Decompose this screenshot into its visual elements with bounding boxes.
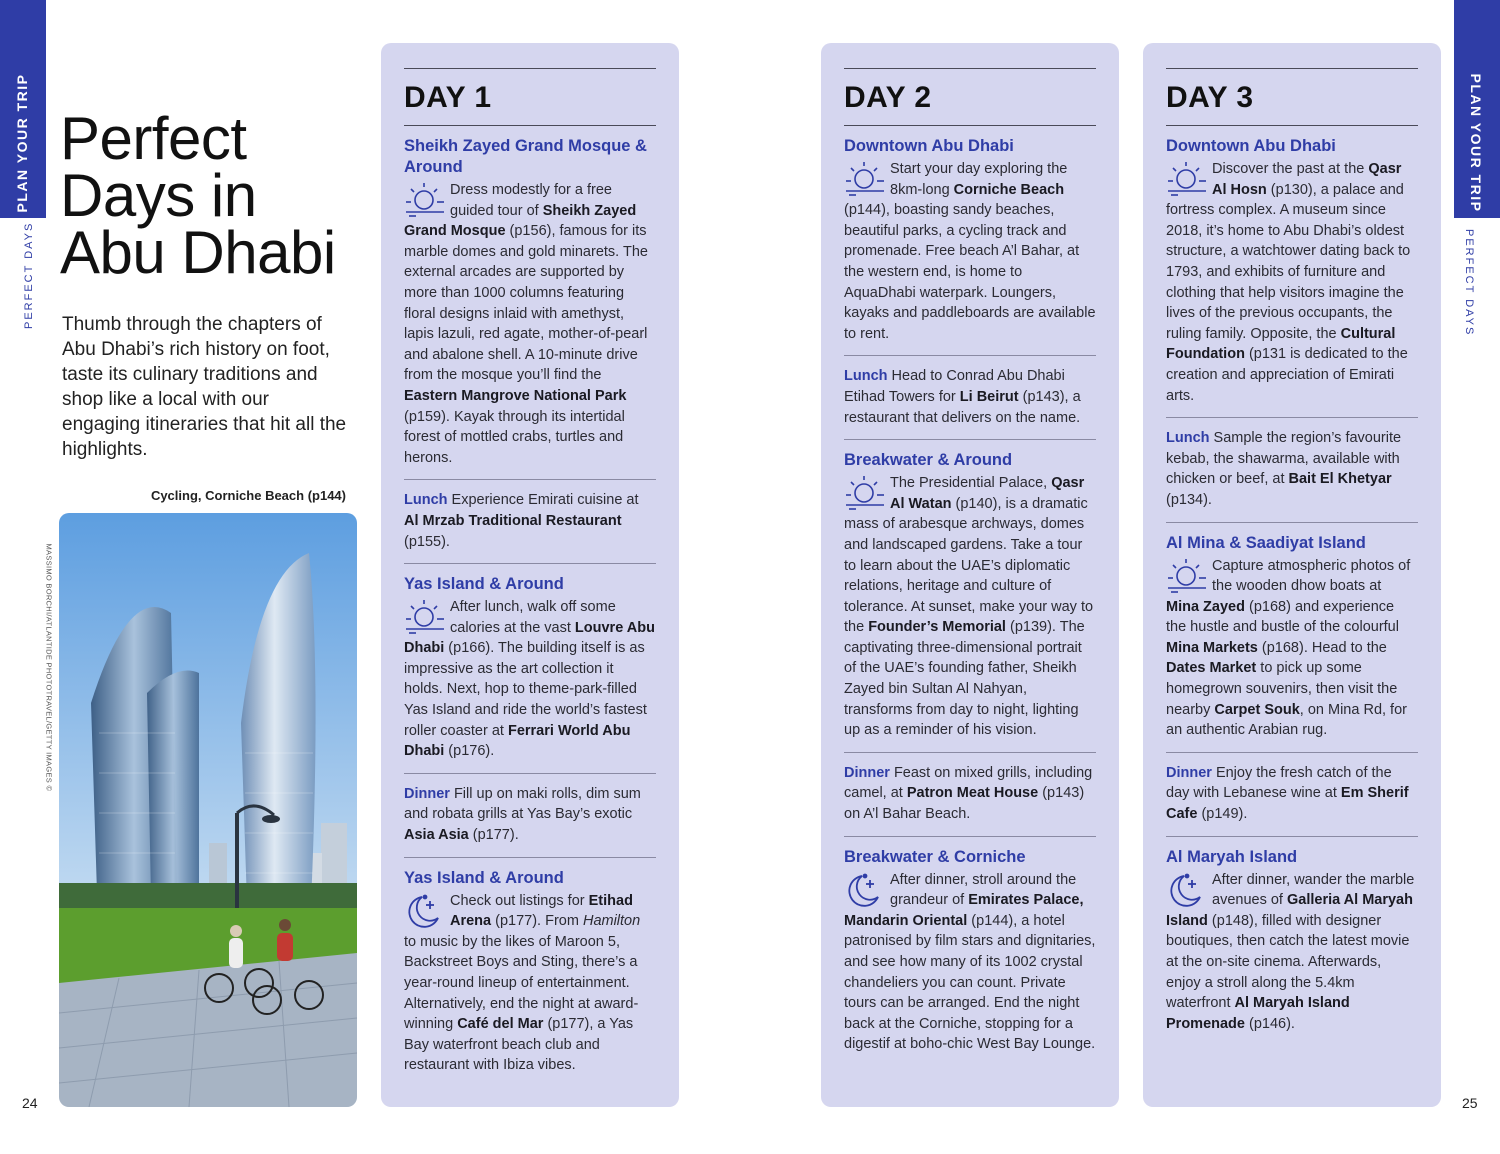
section-body: [844, 159, 1096, 344]
intro-text: Thumb through the chapters of Abu Dhabi’s rich history on foot, taste its culinary traditions and shop like a local with our engaging itineraries that hit all the highlights.: [62, 314, 347, 460]
place-name: Emirates Palace, Mandarin Oriental: [844, 892, 1084, 929]
day-1-column: [381, 43, 679, 1107]
body-text: to music by the likes of Maroon 5, Backstreet Boys and Sting, there’s a year-round lineup of entertainment. Alternatively, end the night at award-winning: [404, 933, 639, 1033]
meal-label: Dinner: [844, 764, 890, 781]
section-title: Downtown Abu Dhabi: [844, 137, 1014, 155]
body-text: (p146).: [1244, 1015, 1295, 1032]
lunch-section: [1166, 417, 1418, 521]
body-text: Experience Emirati cuisine at: [447, 492, 639, 509]
moon-icon: [404, 891, 446, 931]
day-title: DAY 3: [1166, 81, 1254, 114]
body-text: After dinner, stroll around the grandeur of: [890, 871, 1077, 909]
section-body: [1166, 428, 1418, 510]
body-text: After dinner, wander the marble avenues of: [1212, 871, 1415, 909]
itinerary-section: [1166, 125, 1418, 417]
body-text: Fill up on maki rolls, dim sum and robata grills at Yas Bay’s exotic: [404, 785, 641, 823]
body-text: Capture atmospheric photos of the wooden dhow boats at: [1212, 557, 1411, 595]
section-body: [1166, 159, 1418, 406]
sun-icon: [844, 473, 886, 513]
section-title: Sheikh Zayed Grand Mosque & Around: [404, 137, 647, 176]
section-body: [844, 870, 1096, 1055]
place-name: Asia Asia: [404, 827, 469, 844]
body-text: (p131 is dedicated to the creation and appreciation of Emirati arts.: [1166, 346, 1408, 404]
section-title: Yas Island & Around: [404, 575, 564, 594]
itinerary-section: [404, 563, 656, 773]
place-name: Bait El Khetyar: [1288, 471, 1392, 488]
body-text: (p177).: [468, 827, 519, 844]
section-body: [404, 180, 656, 468]
body-text: (p140), is a dramatic mass of arabesque archways, domes and landscaped gardens. Take a tour to learn about the UAE’s diplomatic relations, heritage and culture of tolerance. At sunset, make your way to the: [844, 495, 1094, 636]
section-title: Yas Island & Around: [404, 868, 564, 887]
place-name: Em Sherif Cafe: [1166, 785, 1409, 823]
body-text: (p144), boasting sandy beaches, beautiful parks, a cycling track and promenade. Free beach A’l Bahar, at the western end, is home to AquaDhabi waterpark. Loungers, kayaks and paddleboards are available to rent.: [844, 202, 1096, 342]
section-label-left: PERFECT DAYS: [23, 221, 35, 329]
section-title: Downtown Abu Dhabi: [1166, 137, 1336, 155]
body-text: (p166). The building itself is as impressive as the art collection it holds. Next, hop to theme-park-filled Yas Island and ride the world’s fastest roller coaster at: [404, 640, 647, 739]
place-name: Patron Meat House: [906, 785, 1039, 802]
body-text: Enjoy the fresh catch of the day with Lebanese wine at: [1166, 764, 1392, 802]
meal-label: Lunch: [1166, 430, 1210, 447]
body-text: (p149).: [1197, 806, 1248, 823]
section-body: [844, 366, 1096, 428]
body-text: Dress modestly for a free guided tour of: [450, 182, 612, 219]
place-name: Etihad Arena: [450, 892, 633, 930]
place-name: Qasr Al Hosn: [1212, 161, 1402, 198]
body-text: (p177), a Yas Bay waterfront beach club and restaurant with Ibiza vibes.: [404, 1016, 634, 1074]
body-text: (p168). Head to the: [1257, 639, 1387, 656]
place-name: Cultural Foundation: [1166, 325, 1396, 363]
plan-your-trip-tab-right[interactable]: [1454, 0, 1500, 218]
lunch-section: [404, 479, 656, 563]
dinner-section: [844, 752, 1096, 836]
day-3-column: [1143, 43, 1441, 1107]
dinner-section: [404, 773, 656, 857]
section-label-right: PERFECT DAYS: [1463, 229, 1475, 337]
day-title: DAY 2: [844, 81, 932, 114]
section-body: [844, 763, 1096, 825]
body-text: , on Mina Rd, for an authentic Arabian rug.: [1166, 701, 1407, 739]
section-body: [404, 784, 656, 846]
itinerary-section: [844, 836, 1096, 1066]
sun-icon: [1166, 556, 1208, 596]
sun-icon: [1166, 159, 1208, 199]
page-title: Perfect Days in Abu Dhabi: [60, 105, 336, 286]
place-name: Eastern Mangrove National Park: [404, 387, 627, 404]
section-title: Al Maryah Island: [1166, 847, 1298, 866]
body-text: (p156), famous for its marble domes and gold minarets. The external arcades are supported by more than 1000 columns featuring floral designs inlaid with amethyst, lapis lazuli, red agate, mother-of-pearl and abalone shell. A 10-minute drive from the mosque you’ll find the: [404, 223, 648, 384]
place-name: Café del Mar: [457, 1016, 544, 1033]
body-text: (p177). From: [491, 913, 583, 930]
body-text: (p134).: [1166, 491, 1212, 508]
section-title: Breakwater & Corniche: [844, 847, 1026, 866]
body-text: (p155).: [404, 533, 450, 550]
body-text: Feast on mixed grills, including camel, at: [844, 764, 1093, 802]
body-text: Start your day exploring the 8km-long: [890, 161, 1068, 198]
sun-icon: [404, 597, 446, 637]
place-name: Al Mrzab Traditional Restaurant: [404, 512, 622, 529]
body-text: (p143) on A’l Bahar Beach.: [844, 785, 1085, 823]
section-body: [404, 490, 656, 552]
show-title: Hamilton: [582, 913, 641, 930]
body-text: Discover the past at the: [1212, 161, 1369, 177]
section-body: [1166, 556, 1418, 741]
page-number-right: 25: [1462, 1095, 1478, 1111]
body-text: The Presidential Palace,: [890, 475, 1052, 492]
body-text: Head to Conrad Abu Dhabi Etihad Towers for: [844, 368, 1065, 405]
place-name: Li Beirut: [959, 388, 1019, 405]
day-title: DAY 1: [404, 81, 492, 114]
itinerary-section: [1166, 522, 1418, 752]
section-body: [844, 473, 1096, 741]
meal-label: Lunch: [404, 492, 448, 509]
body-text: (p176).: [444, 743, 495, 760]
dinner-section: [1166, 752, 1418, 836]
place-name: Louvre Abu Dhabi: [404, 619, 655, 657]
tab-label-left: PLAN YOUR TRIP: [14, 73, 30, 213]
section-title: Breakwater & Around: [844, 451, 1013, 470]
corniche-photo: [59, 513, 357, 1107]
itinerary-section: [404, 857, 656, 1087]
place-name: Al Maryah Island Promenade: [1166, 995, 1350, 1032]
body-text: (p139). The captivating three-dimensional portrait of the UAE’s founding father, Sheikh Zayed bin Sultan Al Nahyan, transforms from day to night, lighting up as a reminder of his vision.: [844, 619, 1085, 739]
moon-icon: [1166, 870, 1208, 910]
place-name: Mina Zayed: [1166, 598, 1245, 615]
body-text: (p144), a hotel patronised by film stars and dignitaries, and see how many of its 1002 crystal chandeliers you can count. Private tours can be arranged. End the night back at the Corniche, stopping for a digestif at boho-chic West Bay Lounge.: [844, 912, 1096, 1053]
section-body: [1166, 870, 1418, 1035]
section-body: [404, 891, 656, 1076]
day-2-column: [821, 43, 1119, 1107]
body-text: After lunch, walk off some calories at the vast: [450, 599, 616, 636]
body-text: (p148), filled with designer boutiques, then catch the latest movie at the on-site cinema. Afterwards, enjoy a stroll along the 5.4km waterfront: [1166, 912, 1410, 1012]
body-text: Check out listings for: [450, 892, 589, 909]
tab-label-right: PLAN YOUR TRIP: [1468, 73, 1484, 213]
body-text: (p159). Kayak through its intertidal forest of mottled crabs, turtles and herons.: [404, 408, 625, 466]
meal-label: Dinner: [404, 785, 450, 802]
body-text: (p130), a palace and fortress complex. A museum since 2018, it’s home to Abu Dhabi’s oldest structure, a watchtower dating back to 1793, and exhibits of furniture and clothing that help visitors imagine the lives of the previous occupants, the ruling family. Opposite, the: [1166, 181, 1411, 342]
photo-caption: Cycling, Corniche Beach (p144): [150, 488, 346, 503]
place-name: Sheikh Zayed Grand Mosque: [404, 202, 637, 240]
itinerary-section: [844, 439, 1096, 752]
body-text: (p143), a restaurant that delivers on the name.: [844, 388, 1081, 426]
section-body: [404, 597, 656, 762]
section-body: [1166, 763, 1418, 825]
photo-credit: MASSIMO BORCHI/ATLANTIDE PHOTOTRAVEL/GETTY IMAGES ©: [44, 543, 54, 792]
itinerary-section: [1166, 836, 1418, 1046]
body-text: (p168) and experience the hustle and bustle of the colourful: [1166, 598, 1399, 636]
moon-icon: [844, 870, 886, 910]
lunch-section: [844, 355, 1096, 439]
corniche-illustration: [59, 513, 357, 1107]
place-name: Corniche Beach: [953, 181, 1065, 198]
itinerary-section: [404, 125, 656, 479]
place-name: Mina Markets: [1166, 639, 1258, 656]
sun-icon: [844, 159, 886, 199]
sun-icon: [404, 180, 446, 220]
itinerary-section: [844, 125, 1096, 355]
place-name: Founder’s Memorial: [868, 619, 1006, 636]
place-name: Carpet Souk: [1214, 701, 1300, 718]
plan-your-trip-tab-left[interactable]: [0, 0, 46, 218]
place-name: Galleria Al Maryah Island: [1166, 892, 1413, 929]
section-title: Al Mina & Saadiyat Island: [1166, 533, 1366, 552]
place-name: Ferrari World Abu Dhabi: [404, 722, 631, 760]
place-name: Qasr Al Watan: [890, 475, 1085, 512]
meal-label: Dinner: [1166, 764, 1212, 781]
place-name: Dates Market: [1166, 660, 1257, 677]
body-text: Sample the region’s favourite kebab, the shawarma, available with chicken or beef, at: [1166, 430, 1402, 488]
body-text: to pick up some homegrown souvenirs, then visit the nearby: [1166, 660, 1398, 718]
meal-label: Lunch: [844, 368, 888, 385]
page-number-left: 24: [22, 1095, 38, 1111]
